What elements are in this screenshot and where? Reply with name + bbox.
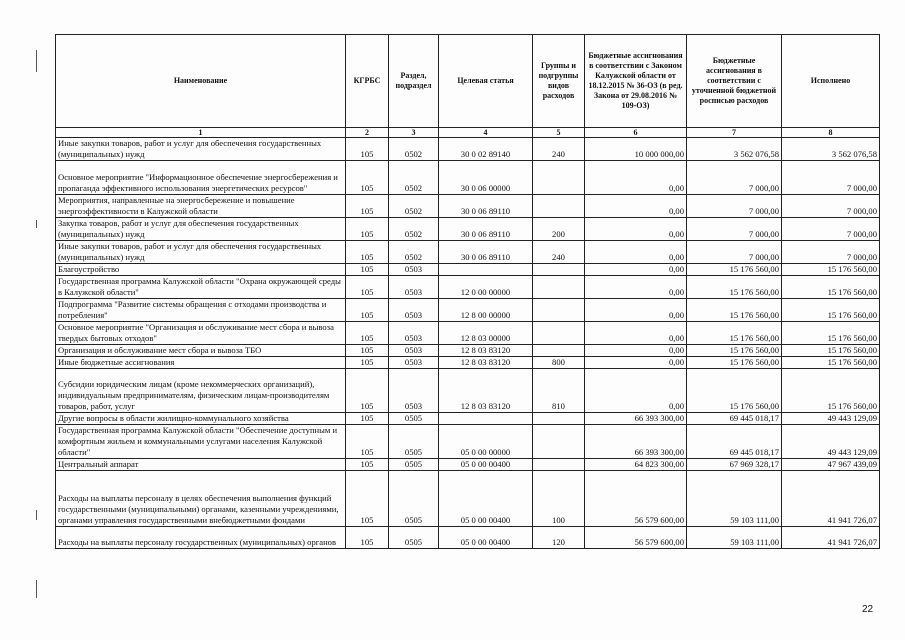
row-budget-law: 0,00 [585,264,687,276]
row-group: 240 [533,241,585,264]
table-row [56,264,880,276]
row-section: 0502 [389,241,439,264]
header-groups: Группы и подгруппы видов расходов [533,35,585,128]
row-group [533,413,585,425]
table-row [56,299,880,322]
table-row [56,459,880,471]
row-group: 100 [533,471,585,527]
row-name: Закупка товаров, работ и услуг для обеспечения государственных (муниципальных) нужд [56,218,346,241]
row-name: Организация и обслуживание мест сбора и вывоза ТБО [56,345,346,357]
table-row [56,276,880,299]
row-section: 0503 [389,264,439,276]
row-target: 30 0 02 89140 [439,138,533,161]
header-executed: Исполнено [782,35,880,128]
row-executed: 7 000,00 [782,241,880,264]
row-kgrbs: 105 [346,161,389,195]
row-kgrbs: 105 [346,195,389,218]
row-section: 0503 [389,276,439,299]
row-budget-law: 56 579 600,00 [585,527,687,549]
row-target: 30 0 06 89110 [439,241,533,264]
row-section: 0503 [389,369,439,413]
row-group: 810 [533,369,585,413]
row-section: 0503 [389,299,439,322]
header-section: Раздел, подраздел [389,35,439,128]
table-row [56,218,880,241]
row-section: 0502 [389,138,439,161]
header-kgrbs: КГРБС [346,35,389,128]
row-name: Расходы на выплаты персоналу государственных (муниципальных) органов [56,527,346,549]
page-number: 22 [862,604,874,615]
row-executed: 15 176 560,00 [782,345,880,357]
row-kgrbs: 105 [346,345,389,357]
row-kgrbs: 105 [346,264,389,276]
row-executed: 3 562 076,58 [782,138,880,161]
row-section: 0502 [389,161,439,195]
table-body [56,138,880,549]
row-kgrbs: 105 [346,138,389,161]
row-target: 05 0 00 00400 [439,527,533,549]
row-target: 12 0 00 00000 [439,276,533,299]
row-budget-refined: 15 176 560,00 [687,369,782,413]
row-name: Расходы на выплаты персоналу в целях обеспечения выполнения функций государственными (муниципальными) органами, казенными учреждениями, органами управления государственными внебюджетными фондами [56,471,346,527]
row-budget-refined: 59 103 111,00 [687,527,782,549]
header-name: Наименование [56,35,346,128]
row-target: 05 0 00 00000 [439,425,533,459]
row-target: 30 0 06 89110 [439,195,533,218]
row-budget-refined: 7 000,00 [687,241,782,264]
row-name: Центральный аппарат [56,459,346,471]
row-target: 12 8 03 83120 [439,345,533,357]
header-budget-refined: Бюджетные ассигнования в соответствии с уточненной бюджетной росписью расходов [687,35,782,128]
row-budget-law: 0,00 [585,218,687,241]
row-name: Другие вопросы в области жилищно-коммунального хозяйства [56,413,346,425]
row-group: 240 [533,138,585,161]
column-number-row [56,128,880,138]
row-budget-law: 0,00 [585,357,687,369]
column-number: 2 [346,128,389,138]
row-executed: 15 176 560,00 [782,276,880,299]
row-budget-law: 66 393 300,00 [585,413,687,425]
table-row [56,425,880,459]
row-kgrbs: 105 [346,322,389,345]
row-executed: 7 000,00 [782,218,880,241]
row-group [533,322,585,345]
row-kgrbs: 105 [346,218,389,241]
table-row [56,369,880,413]
row-executed: 15 176 560,00 [782,264,880,276]
row-executed: 15 176 560,00 [782,369,880,413]
row-executed: 41 941 726,07 [782,471,880,527]
row-budget-refined: 7 000,00 [687,161,782,195]
header-row [56,35,880,128]
table-row [56,413,880,425]
row-target: 12 8 00 00000 [439,299,533,322]
row-budget-law: 0,00 [585,276,687,299]
column-number: 8 [782,128,880,138]
row-target: 12 8 03 00000 [439,322,533,345]
row-kgrbs: 105 [346,413,389,425]
row-group [533,345,585,357]
row-budget-refined: 7 000,00 [687,195,782,218]
row-name: Основное мероприятие "Информационное обеспечение энергосбережения и пропаганда эффективного использования энергетических ресурсов" [56,161,346,195]
row-executed: 15 176 560,00 [782,299,880,322]
table-row [56,345,880,357]
row-name: Иные бюджетные ассигнования [56,357,346,369]
row-group [533,459,585,471]
row-budget-refined: 69 445 018,17 [687,413,782,425]
row-kgrbs: 105 [346,527,389,549]
row-kgrbs: 105 [346,241,389,264]
column-number: 3 [389,128,439,138]
row-budget-refined: 69 445 018,17 [687,425,782,459]
table-row [56,195,880,218]
row-section: 0503 [389,357,439,369]
row-name: Благоустройство [56,264,346,276]
row-name: Государственная программа Калужской области "Обеспечение доступным и комфортным жильем и коммунальными услугами населения Калужской области" [56,425,346,459]
row-executed: 47 967 439,09 [782,459,880,471]
row-name: Государственная программа Калужской области "Охрана окружающей среды в Калужской области" [56,276,346,299]
row-group [533,264,585,276]
row-kgrbs: 105 [346,369,389,413]
row-budget-law: 64 823 300,00 [585,459,687,471]
row-executed: 15 176 560,00 [782,357,880,369]
row-target [439,264,533,276]
row-budget-law: 0,00 [585,299,687,322]
row-budget-law: 0,00 [585,241,687,264]
row-group [533,161,585,195]
table-row [56,241,880,264]
row-kgrbs: 105 [346,471,389,527]
header-budget-law: Бюджетные ассигнования в соответствии с Законом Калужской области от 18.12.2015 № 36-ОЗ (в ред. Закона от 29.08.2016 № 109-ОЗ) [585,35,687,128]
row-budget-law: 56 579 600,00 [585,471,687,527]
row-section: 0502 [389,218,439,241]
column-number: 1 [56,128,346,138]
table-row [56,161,880,195]
row-group: 800 [533,357,585,369]
row-target: 12 8 03 83120 [439,369,533,413]
row-group: 120 [533,527,585,549]
row-target: 30 0 06 00000 [439,161,533,195]
row-budget-refined: 15 176 560,00 [687,299,782,322]
budget-table [55,34,880,549]
row-budget-law: 0,00 [585,322,687,345]
table-row [56,322,880,345]
row-group [533,195,585,218]
row-budget-refined: 3 562 076,58 [687,138,782,161]
row-budget-law: 0,00 [585,161,687,195]
row-executed: 49 443 129,09 [782,425,880,459]
row-budget-refined: 7 000,00 [687,218,782,241]
row-name: Мероприятия, направленные на энергосбережение и повышение энергоэффективности в Калужской области [56,195,346,218]
row-group [533,425,585,459]
row-target: 05 0 00 00400 [439,459,533,471]
table-row [56,527,880,549]
row-name: Основное мероприятие "Организация и обслуживание мест сбора и вывоза твердых бытовых отходов" [56,322,346,345]
row-executed: 15 176 560,00 [782,322,880,345]
row-target: 05 0 00 00400 [439,471,533,527]
row-name: Подпрограмма "Развитие системы обращения с отходами производства и потребления" [56,299,346,322]
margin-marks [36,40,38,600]
row-budget-refined: 15 176 560,00 [687,276,782,299]
row-group: 200 [533,218,585,241]
row-kgrbs: 105 [346,357,389,369]
column-number: 6 [585,128,687,138]
row-section: 0503 [389,345,439,357]
header-target: Целевая статья [439,35,533,128]
row-name: Иные закупки товаров, работ и услуг для обеспечения государственных (муниципальных) нужд [56,138,346,161]
column-number: 7 [687,128,782,138]
row-executed: 7 000,00 [782,161,880,195]
table-row [56,357,880,369]
row-section: 0505 [389,459,439,471]
row-budget-refined: 15 176 560,00 [687,322,782,345]
column-number: 5 [533,128,585,138]
row-budget-law: 0,00 [585,195,687,218]
row-kgrbs: 105 [346,425,389,459]
row-name: Субсидии юридическим лицам (кроме некоммерческих организаций), индивидуальным предпринимателям, физическим лицам-производителям товаров, работ, услуг [56,369,346,413]
row-name: Иные закупки товаров, работ и услуг для обеспечения государственных (муниципальных) нужд [56,241,346,264]
row-section: 0503 [389,322,439,345]
row-kgrbs: 105 [346,299,389,322]
row-section: 0502 [389,195,439,218]
row-executed: 41 941 726,07 [782,527,880,549]
row-budget-law: 0,00 [585,345,687,357]
row-budget-refined: 59 103 111,00 [687,471,782,527]
row-section: 0505 [389,527,439,549]
table-row [56,471,880,527]
row-executed: 49 443 129,09 [782,413,880,425]
row-kgrbs: 105 [346,276,389,299]
row-section: 0505 [389,471,439,527]
row-section: 0505 [389,413,439,425]
column-number: 4 [439,128,533,138]
table-row [56,138,880,161]
row-group [533,276,585,299]
row-budget-refined: 67 969 328,17 [687,459,782,471]
row-section: 0505 [389,425,439,459]
row-target: 12 8 03 83120 [439,357,533,369]
row-budget-law: 66 393 300,00 [585,425,687,459]
row-budget-refined: 15 176 560,00 [687,345,782,357]
row-budget-refined: 15 176 560,00 [687,357,782,369]
row-target [439,413,533,425]
row-executed: 7 000,00 [782,195,880,218]
row-kgrbs: 105 [346,459,389,471]
row-budget-law: 0,00 [585,369,687,413]
row-target: 30 0 06 89110 [439,218,533,241]
row-budget-refined: 15 176 560,00 [687,264,782,276]
row-group [533,299,585,322]
row-budget-law: 10 000 000,00 [585,138,687,161]
